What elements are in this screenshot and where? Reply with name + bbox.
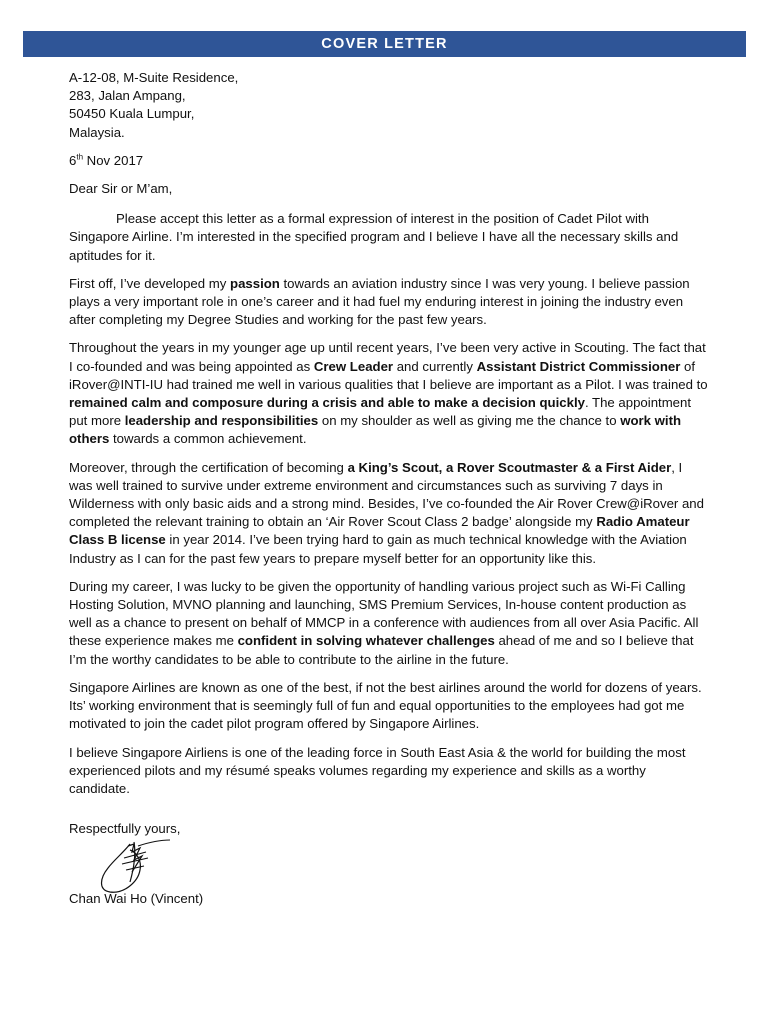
salutation: Dear Sir or M’am,	[69, 181, 173, 197]
body-paragraph	[69, 210, 709, 265]
letter-date	[69, 152, 709, 170]
emphasized-text: work with others	[69, 413, 682, 447]
paragraph-text: and currently	[393, 358, 477, 374]
paragraph-text: , I was well trained to survive under extreme environment and circumstances such as surviving 7 days in Wilderness with only basic aids and a strong mind. Besides, I’ve co-founded the Air Rover Crew@iRover and completed the relevant training to obtain an ‘Air Rover Scout Class 2 badge’ alongside my	[69, 459, 704, 530]
paragraph-text: I believe Singapore Airliens is one of the leading force in South East Asia & the world for building the most experienced pilots and my résumé speaks volumes regarding my experience and skills as a worthy candidate.	[69, 744, 686, 796]
letter-paragraphs	[69, 210, 709, 798]
body-paragraph	[69, 578, 709, 669]
date-rest: Nov 2017	[83, 152, 144, 168]
paragraph-text: ahead of me and so I believe that I’m the worthy candidates to be able to contribute to the airline in the future.	[69, 633, 694, 667]
body-paragraph	[69, 679, 709, 734]
address-line: Malaysia.	[69, 124, 125, 140]
emphasized-text: a King’s Scout, a Rover Scoutmaster & a First Aider	[347, 459, 672, 475]
emphasized-text: passion	[230, 275, 280, 291]
emphasized-text: Crew Leader	[313, 358, 394, 374]
paragraph-text: towards an aviation industry since I was very young. I believe passion plays a very important role in one’s career and it had fuel my enduring interest in joining the industry even after completing my Degree Studies and working for the past few years.	[69, 275, 690, 328]
date-suffix: th	[76, 152, 84, 162]
cover-letter-banner	[23, 31, 746, 57]
body-paragraph	[69, 744, 709, 799]
letter-body	[69, 69, 709, 909]
emphasized-text: Assistant District Commissioner	[476, 358, 681, 374]
paragraph-text: on my shoulder as well as giving me the chance to	[318, 413, 621, 429]
address-line: 50450 Kuala Lumpur,	[69, 106, 195, 122]
sender-address	[69, 69, 709, 142]
signer-name: Chan Wai Ho (Vincent)	[69, 891, 204, 907]
emphasized-text: Radio Amateur Class B license	[69, 514, 690, 548]
address-line: A-12-08, M-Suite Residence,	[69, 70, 239, 85]
banner-title: COVER LETTER	[321, 36, 448, 52]
emphasized-text: confident in solving whatever challenges	[237, 633, 495, 649]
paragraph-text: During my career, I was lucky to be given the opportunity of handling various project such as Wi-Fi Calling Hosting Solution, MVNO planning and launching, SMS Premium Services, In-house content production as well as a chance to present on behalf of MMCP in a conference with audiences from all over Asia Pacific. All these experience makes me	[69, 578, 699, 649]
body-paragraph	[69, 339, 709, 448]
body-paragraph	[69, 459, 709, 568]
body-paragraph	[69, 275, 709, 330]
paragraph-text: Throughout the years in my younger age up until recent years, I’ve been very active in Scouting. The fact that I co-founded and was being appointed as	[69, 340, 706, 374]
paragraph-text: Singapore Airlines are known as one of the best, if not the best airlines around the world for dozens of years. Its’ working environment that is seemingly full of fun and equal opportunities to the employees had got me motivated to join the cadet pilot program offered by Singapore Airlines.	[69, 679, 702, 732]
emphasized-text: leadership and responsibilities	[124, 413, 319, 429]
address-line: 283, Jalan Ampang,	[69, 88, 186, 104]
paragraph-text: First off, I’ve developed my	[69, 275, 231, 291]
paragraph-text: Moreover, through the certification of becoming	[69, 459, 348, 475]
closing: Respectfully yours,	[69, 821, 181, 837]
paragraph-text: in year 2014. I’ve been trying hard to gain as much technical knowledge with the Aviation Industry as I can for the past few years to prepare myself better for an opportunity like this.	[69, 532, 687, 566]
date-day: 6	[69, 152, 77, 168]
paragraph-text: Please accept this letter as a formal expression of interest in the position of Cadet Pilot with Singapore Airline. I’m interested in the specified program and I believe I have all the necessary skills and aptitudes for it.	[69, 211, 679, 263]
emphasized-text: remained calm and composure during a crisis and able to make a decision quickly	[69, 395, 585, 411]
paragraph-text: . The appointment put more	[69, 395, 692, 429]
paragraph-text: of iRover@INTI-IU had trained me well in various qualities that I believe are important as a Pilot. I was trained to	[69, 358, 708, 392]
handwritten-signature	[94, 838, 174, 896]
paragraph-text: towards a common achievement.	[109, 431, 307, 447]
